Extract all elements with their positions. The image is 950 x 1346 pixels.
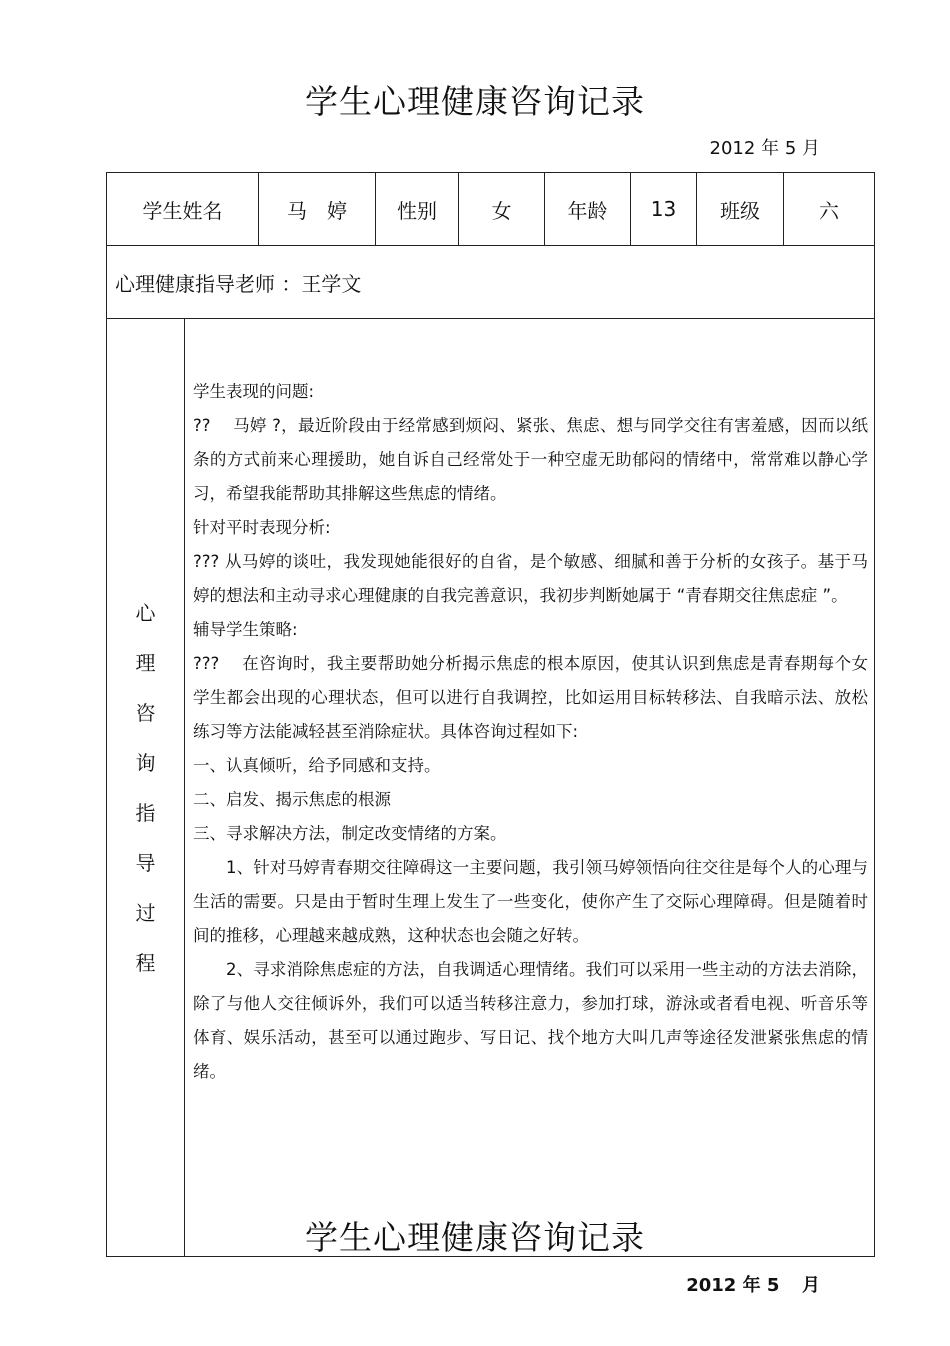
content-paragraph: 一、认真倾听，给予同感和支持。: [193, 756, 441, 775]
gender-label: 性别: [376, 173, 459, 246]
class-value: 六: [784, 173, 875, 246]
date2-month: 5: [766, 1275, 780, 1296]
student-name-label: 学生姓名: [107, 173, 259, 246]
age-label: 年龄: [545, 173, 631, 246]
process-label-chars: [134, 588, 158, 988]
process-label-char: 导: [135, 850, 156, 875]
date-month-unit: 月: [802, 138, 820, 159]
date-month: 5: [784, 138, 797, 159]
content-paragraph: 针对平时表现分析:: [193, 518, 331, 537]
date-year: 2012: [709, 138, 756, 159]
record-date: [710, 134, 820, 160]
process-label: [107, 319, 185, 1257]
date2-month-unit: 月: [802, 1275, 820, 1296]
process-label-char: 咨: [135, 700, 156, 725]
content-paragraph: 2、寻求消除焦虑症的方法，自我调适心理情绪。我们可以采用一些主动的方法去消除，除了与他人交往倾诉外，我们可以适当转移注意力，参加打球，游泳或者看电视、听音乐等体育、娱乐活动，甚至可以通过跑步、写日记、找个地方大叫几声等途径发泄紧张焦虑的情绪。: [193, 960, 868, 1081]
date-year-unit: 年: [761, 138, 780, 159]
consultation-record-table: [106, 172, 875, 1257]
content-paragraph: 1、针对马婷青春期交往障碍这一主要问题，我引领马婷领悟向往交往是每个人的心理与生活的需要。只是由于暂时生理上发生了一些变化，使你产生了交际心理障碍。但是随着时间的推移，心理越来越成熟，这种状态也会随之好转。: [193, 858, 868, 945]
process-label-char: 程: [135, 950, 156, 975]
content-paragraph: 三、寻求解决方法，制定改变情绪的方案。: [193, 824, 507, 843]
process-label-char: 指: [135, 800, 156, 825]
date2-year-unit: 年: [742, 1275, 761, 1296]
student-name-value: 马 婷: [259, 173, 376, 246]
content-paragraph: ??? 从马婷的谈吐，我发现她能很好的自省，是个敏感、细腻和善于分析的女孩子。基于马婷的想法和主动寻求心理健康的自我完善意识，我初步判断她属于 “青春期交往焦虑症 ”。: [193, 552, 868, 605]
gender-value: 女: [459, 173, 545, 246]
page-title-2: 学生心理健康咨询记录: [305, 1218, 645, 1257]
record-date-2: [686, 1271, 820, 1297]
content-paragraph: 辅导学生策略:: [193, 620, 298, 639]
age-value: 13: [631, 173, 697, 246]
content-paragraph: 学生表现的问题:: [193, 382, 315, 401]
date2-year: 2012: [686, 1275, 737, 1296]
content-paragraph: 二、启发、揭示焦虑的根源: [193, 790, 391, 809]
content-paragraph: ?? 马婷 ?，最近阶段由于经常感到烦闷、紧张、焦虑、想与同学交往有害羞感，因而以纸条的方式前来心理援助，她自诉自己经常处于一种空虚无助郁闷的情绪中，常常难以静心学习，希望我能帮助其排解这些焦虑的情绪。: [193, 416, 868, 503]
teacher-line: 心理健康指导老师 ：王学文: [107, 246, 875, 319]
process-label-char: 过: [135, 900, 156, 925]
process-label-char: 理: [135, 650, 156, 675]
process-label-char: 询: [135, 750, 156, 775]
process-content: [185, 319, 875, 1257]
class-label: 班级: [697, 173, 784, 246]
content-paragraph: ??? 在咨询时，我主要帮助她分析揭示焦虑的根本原因，使其认识到焦虑是青春期每个女学生都会出现的心理状态，但可以进行自我调控，比如运用目标转移法、自我暗示法、放松练习等方法能减轻甚至消除症状。具体咨询过程如下:: [193, 654, 868, 741]
process-label-char: 心: [135, 600, 156, 625]
page-title: 学生心理健康咨询记录: [305, 82, 645, 121]
